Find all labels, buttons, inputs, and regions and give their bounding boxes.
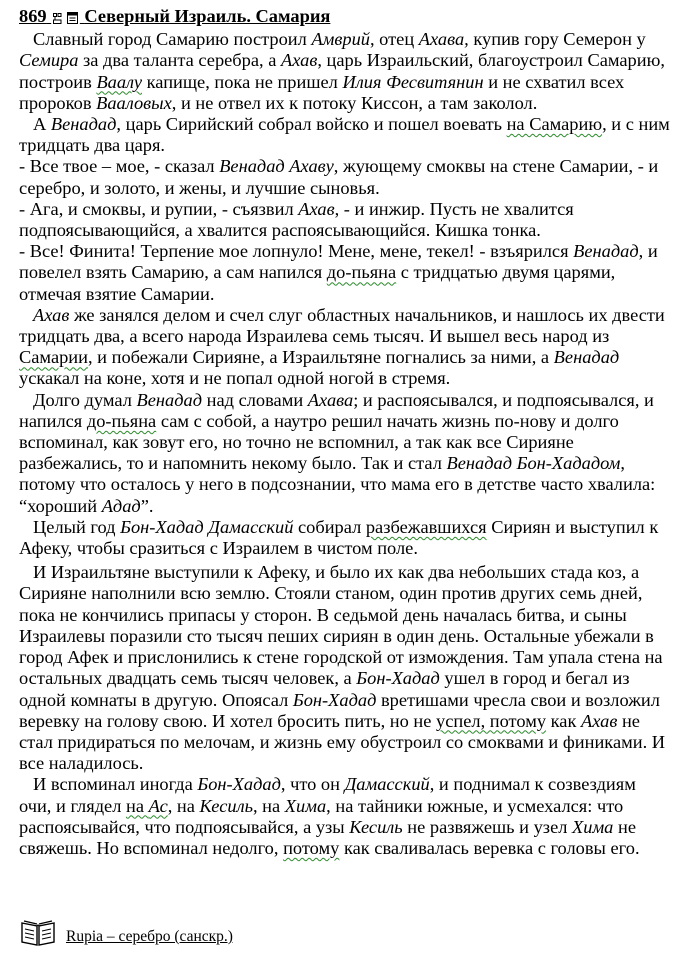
paragraph (19, 562, 672, 774)
text-run: не развяжешь и узел (402, 816, 573, 837)
text-run: как (546, 710, 581, 731)
text-run: Долго думал (33, 389, 137, 410)
paragraph (19, 114, 672, 156)
italic-name: Венадад Ахаву (219, 156, 334, 177)
text-run: , на (252, 795, 285, 816)
text-run: Славный город Самарию построил (33, 29, 312, 50)
text-run: ушел в город и бегал из одной комнаты в другую. Опоясал (19, 668, 630, 710)
italic-name: Хима (284, 795, 327, 816)
italic-name: Ахав (33, 304, 70, 325)
italic-name: Адад (101, 495, 141, 516)
text-run: на (126, 795, 149, 816)
text-run: - Все! Финита! Терпение мое лопнуло! Мене, мене, текел! - взъярился (19, 241, 574, 262)
italic-name: Венадад Бон-Хададом (446, 453, 621, 474)
text-run: , жующему смоквы на стене Самарии, - и серебро, и золото, и жены, и лучшие сыновья. (19, 156, 659, 198)
text-run: с тридцатью двумя царями, отмечая взятие Самарии. (19, 262, 616, 304)
text-run: сам с собой, а наутро решил начать жизнь по-нову и долго вспоминал, как зовут его, но точно не вспомнил, а так как все Сирияне разбежались, то и напомнить некому было. Так и стал (19, 410, 619, 474)
text-run: как сваливалась веревка с головы его. (339, 837, 640, 858)
text-run: , и побежали Сирияне, а Израильтяне погнались за ними, а (87, 347, 554, 368)
text-run: - Все твое – мое, - сказал (19, 156, 220, 177)
text-run: Самарии (19, 347, 88, 368)
text-run: не свяжешь. Но вспоминал недолго, (19, 816, 636, 858)
text-run: - Ага, и смоквы, и рупии, - съязвил (19, 198, 299, 219)
text-run: , и поднимал к созвездиям очи, и глядел (19, 774, 636, 816)
text-run: , что он (280, 774, 345, 795)
text-run: ускакал на коне, хотя и не попал одной ногой в стремя. (19, 368, 451, 389)
italic-name: Венадад (136, 389, 203, 410)
text-run: И вспоминал иногда (33, 774, 198, 795)
text-run: Сириян и выступил к Афеку, чтобы сразиться с Израилем в чистом поле. (19, 516, 659, 559)
text-run: и не схватил всех пророков (19, 71, 625, 113)
text-run: не стал придираться по мелочам, и жизнь ему обустроил со смоквами и финиками. И все наладилось. (19, 710, 666, 774)
book-icon[interactable] (20, 917, 56, 947)
text-run: , царь Сирийский собрал войско и пошел воевать (116, 114, 507, 135)
paragraph (19, 241, 672, 305)
text-run: , и не отвел их к потоку Киссон, а там заколол. (171, 92, 538, 113)
italic-name: Венадад (573, 241, 639, 262)
paragraph (19, 305, 672, 390)
text-run: , - и инжир. Пусть не хвалится подпоясывающийся, а хвалится распоясывающийся. Кишка тонка. (19, 198, 574, 241)
text-run: И Израильтяне выступили к Афеку, и было их как два небольших стада коз, а Сирияне наполнили всю землю. Стояли станом, один против других семь дней, пока не кончились припасы у сторон. В седьмой день началась битва, и сыны Израилевы поразили сто тысяч пеших сириян в один день. Остальные убежали в город Афек и прислонились к стене городской от измождения. Там упала стена на остальных двадцать семь тысяч человек, а (19, 562, 663, 689)
text-run: , потому что осталось у него в подсознании, что мама его в детстве часто хвалила: “хороший (19, 453, 656, 516)
italic-name: Хима (572, 816, 614, 837)
text-run: , и с ним тридцать два царя. (19, 114, 670, 156)
italic-name: Ахава (307, 389, 354, 410)
text-run: , царь Израильский, благоустроил Самарию, построив (19, 50, 665, 92)
italic-name: Бон-Хадад (197, 774, 281, 795)
text-run: собирал (293, 516, 366, 537)
paragraph (19, 199, 672, 241)
text-run: до-пьяна (326, 262, 397, 283)
italic-name: Венадад (50, 114, 117, 135)
text-run: разбежавшихся (365, 516, 487, 537)
header-icons (53, 8, 78, 29)
footnote-link[interactable]: Rupia – серебро (санскр.) (66, 928, 233, 945)
italic-name: Семира (19, 50, 79, 71)
italic-name: Вааловых (96, 92, 172, 113)
italic-name: Илия Фесвитянин (342, 71, 484, 92)
text-run: над словами (202, 389, 308, 410)
paragraph (19, 29, 672, 114)
chapter-header (19, 6, 672, 29)
text-run: , на (167, 795, 200, 816)
text-run: капище, пока не пришел (142, 71, 343, 92)
text-run: А (33, 114, 51, 135)
text-run: за два таланта серебра, а (78, 50, 281, 71)
italic-name: Дамасский (344, 774, 430, 795)
text-run: Целый год (33, 516, 121, 537)
chapter-title: Северный Израиль. Самария (84, 6, 331, 26)
italic-name: Бон-Хадад (356, 668, 440, 689)
text-run: вретишами чресла свои и возложил веревку на голову свою. И хотел бросить пить, но не (19, 689, 660, 731)
paragraph (19, 390, 672, 517)
italic-name: Венадад (553, 347, 620, 368)
paragraph (19, 774, 672, 859)
footnote (20, 916, 233, 947)
italic-name: Кесиль (349, 816, 403, 837)
italic-name: Ваалу (96, 71, 143, 92)
note-icon[interactable] (67, 12, 78, 24)
text-run: до-пьяна (86, 410, 157, 431)
text-run: купив гору Семерон у (468, 29, 646, 50)
text-run: на Самарию (506, 114, 603, 135)
italic-name: Бон-Хадад (292, 689, 377, 710)
italic-name: Ахав (298, 198, 335, 219)
text-run: ”. (140, 495, 154, 516)
page-number: 869 (19, 6, 47, 26)
text-run: успел, потому (436, 710, 547, 731)
italic-name: Амврий (311, 29, 370, 50)
text-run: ; и распоясывался, и подпоясывался, и напился (19, 389, 654, 431)
text-run: потому (283, 837, 340, 858)
body-text (19, 29, 672, 859)
paragraph (19, 517, 672, 559)
italic-name: Ас (148, 795, 168, 816)
text-run: же занялся делом и счел слуг областных начальников, и нашлось их двести тридцать два, а всего народа Израилева семь тысяч. И вышел весь народ из (19, 304, 665, 347)
text-run: , на тайники южные, и усмехался: что распоясывайся, что подпоясывайся, а узы (19, 795, 624, 837)
italic-name: Ахав (581, 710, 618, 731)
italic-name: Кесиль (199, 795, 253, 816)
italic-name: Ахава, (418, 29, 469, 50)
paragraph (19, 156, 672, 198)
italic-name: Бон-Хадад Дамасский (120, 516, 294, 537)
italic-name: Ахав (280, 50, 318, 71)
link-icon[interactable] (53, 13, 62, 24)
text-run: , отец (369, 29, 419, 50)
text-run: , и повелел взять Самарию, а сам напился (19, 241, 658, 283)
